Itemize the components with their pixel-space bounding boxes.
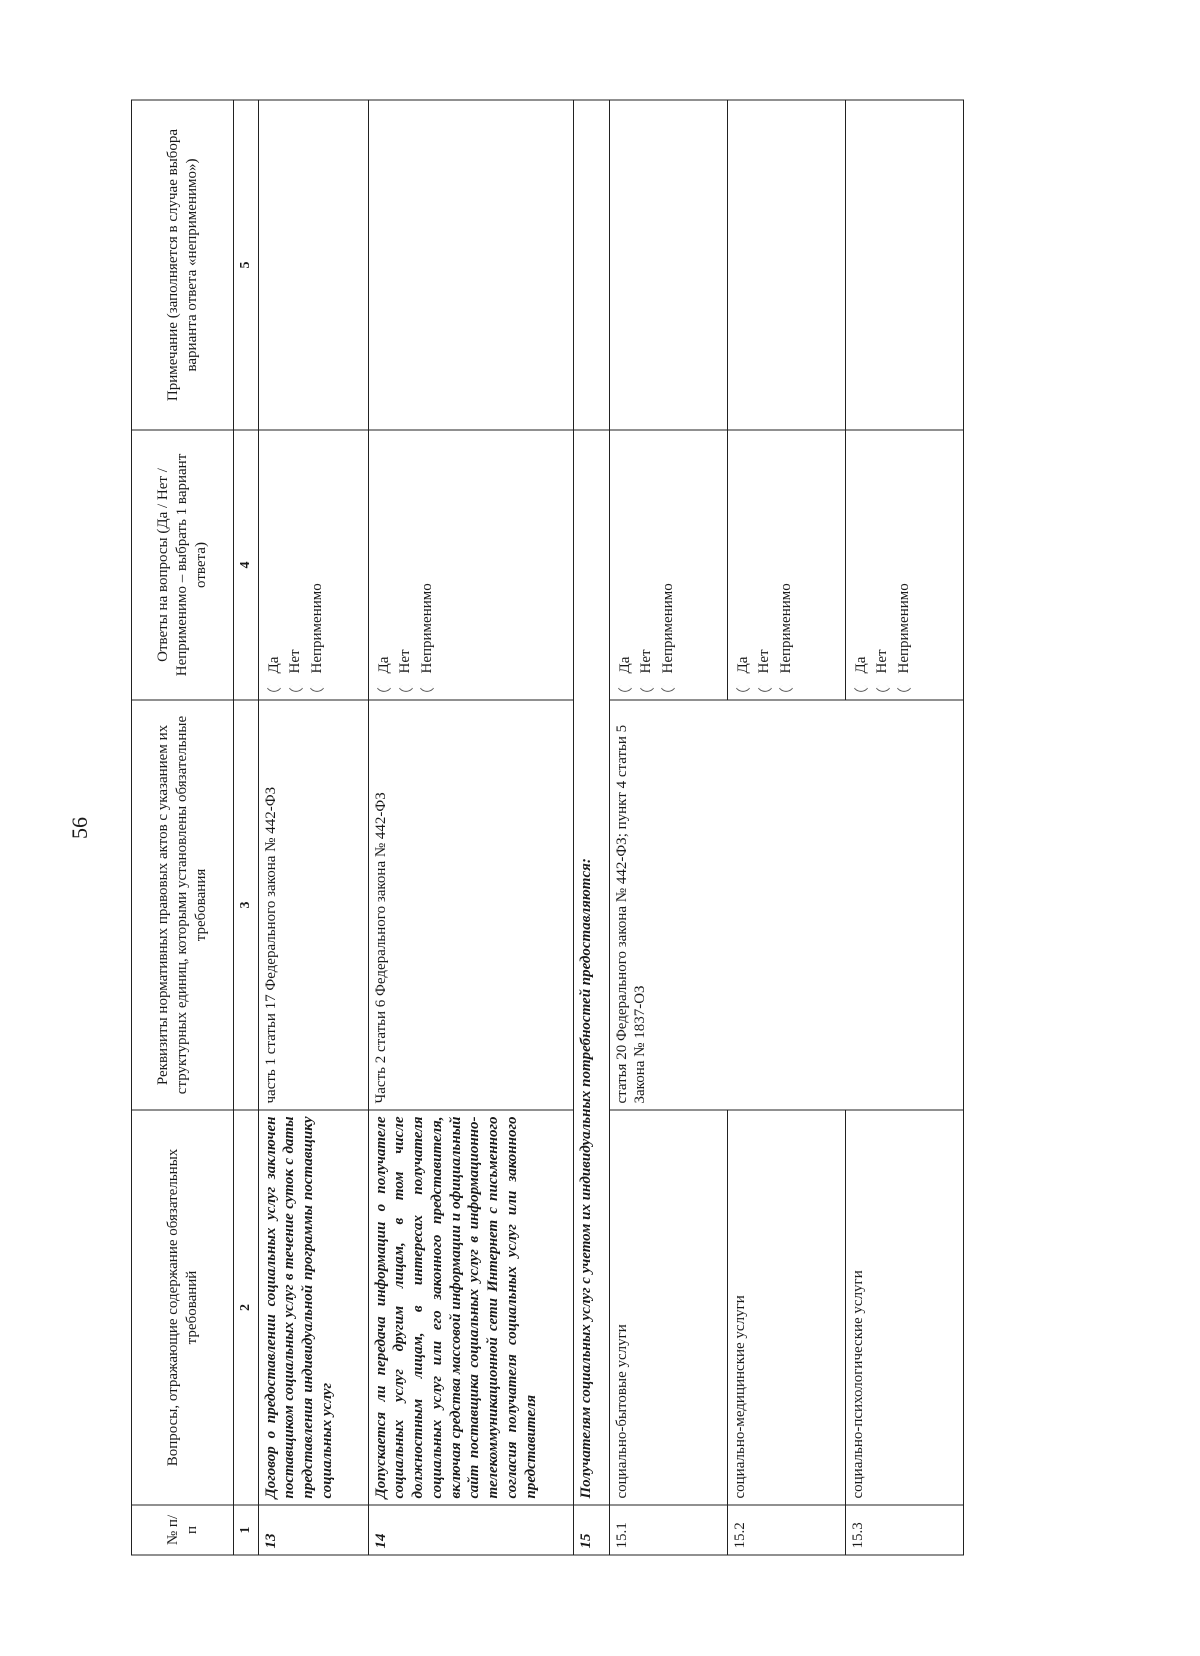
- column-number-row: [234, 100, 259, 1555]
- question-text: Договор о предоставлении социальных услуг заключен поставщиком социальных услуг в течение суток с даты представления индивидуальной программы поставщику социальных услуг: [258, 1110, 368, 1505]
- option-label: Нет: [287, 649, 304, 674]
- answer-option-no[interactable]: [396, 437, 415, 694]
- radio-icon[interactable]: [854, 681, 868, 695]
- column-number: 4: [234, 430, 259, 700]
- radio-icon[interactable]: [420, 681, 434, 695]
- row-number: 15.3: [845, 1505, 963, 1555]
- header-note: Примечание (заполняется в случае выбора варианта ответа «неприменимо»): [132, 100, 234, 430]
- row-number: 15.2: [727, 1505, 845, 1555]
- radio-icon[interactable]: [779, 681, 793, 695]
- question-text: социально-медицинские услуги: [727, 1110, 845, 1505]
- requisite-text: часть 1 статьи 17 Федерального закона № 442-ФЗ: [258, 700, 368, 1110]
- answer-option-no[interactable]: [286, 437, 305, 694]
- note-cell[interactable]: [727, 100, 845, 430]
- note-cell[interactable]: [573, 100, 609, 430]
- radio-icon[interactable]: [661, 681, 675, 695]
- header-answers: Ответы на вопросы (Да / Нет / Неприменимо – выбрать 1 вариант ответа): [132, 430, 234, 700]
- answer-option-na[interactable]: [895, 437, 914, 694]
- answer-option-na[interactable]: [308, 437, 327, 694]
- option-label: Нет: [638, 649, 655, 674]
- option-label: Да: [375, 656, 392, 674]
- table-row: [573, 100, 609, 1555]
- row-number: 15.1: [609, 1505, 727, 1555]
- radio-icon[interactable]: [618, 681, 632, 695]
- column-number: 1: [234, 1505, 259, 1555]
- table-row: [258, 100, 368, 1555]
- column-number: 5: [234, 100, 259, 430]
- note-cell[interactable]: [258, 100, 368, 430]
- radio-icon[interactable]: [289, 681, 303, 695]
- row-number: 15: [573, 1505, 609, 1555]
- answer-option-no[interactable]: [637, 437, 656, 694]
- answer-option-yes[interactable]: [734, 437, 753, 694]
- header-requisites: Реквизиты нормативных правовых актов с указанием их структурных единиц, которыми установлены обязательные требования: [132, 700, 234, 1110]
- answer-option-na[interactable]: [659, 437, 678, 694]
- radio-icon[interactable]: [736, 681, 750, 695]
- option-label: Нет: [874, 649, 891, 674]
- row-number: 14: [368, 1505, 573, 1555]
- answer-options: [368, 430, 573, 700]
- answer-option-na[interactable]: [777, 437, 796, 694]
- answer-options: [609, 430, 727, 700]
- page-number: 56: [67, 817, 92, 839]
- radio-icon[interactable]: [640, 681, 654, 695]
- option-label: Да: [265, 656, 282, 674]
- answer-options: [845, 430, 963, 700]
- option-label: Неприменимо: [778, 583, 794, 674]
- requisite-text: Часть 2 статьи 6 Федерального закона № 442-ФЗ: [368, 700, 573, 1110]
- answer-options: [727, 430, 845, 700]
- table-row: [609, 100, 727, 1555]
- answer-option-yes[interactable]: [265, 437, 284, 694]
- rotated-table-container: [131, 101, 1069, 1556]
- answer-option-no[interactable]: [755, 437, 774, 694]
- note-cell[interactable]: [609, 100, 727, 430]
- radio-icon[interactable]: [876, 681, 890, 695]
- note-cell[interactable]: [368, 100, 573, 430]
- answer-option-yes[interactable]: [375, 437, 394, 694]
- option-label: Неприменимо: [660, 583, 676, 674]
- radio-icon[interactable]: [377, 681, 391, 695]
- radio-icon[interactable]: [399, 681, 413, 695]
- option-label: Нет: [397, 649, 414, 674]
- option-label: Да: [852, 656, 869, 674]
- radio-icon[interactable]: [310, 681, 324, 695]
- option-label: Неприменимо: [896, 583, 912, 674]
- option-label: Да: [616, 656, 633, 674]
- table-row: [368, 100, 573, 1555]
- question-text: Допускается ли передача информации о получателе социальных услуг другим лицам, в том числе должностным лицам, в интересах получателя социальных услуг или его законного представителя, включая средства массовой информации и официальный сайт поставщика социальных услуг в информационно-телекоммуникационной сети Интернет с письменного согласия получателя социальных услуг или законного представителя: [368, 1110, 573, 1505]
- option-label: Нет: [756, 649, 773, 674]
- answer-options: [258, 430, 368, 700]
- header-row: [132, 100, 234, 1555]
- column-number: 2: [234, 1110, 259, 1505]
- option-label: Да: [734, 656, 751, 674]
- answer-option-yes[interactable]: [852, 437, 871, 694]
- checklist-table: [131, 100, 964, 1556]
- row-number: 13: [258, 1505, 368, 1555]
- note-cell[interactable]: [845, 100, 963, 430]
- question-text: социально-бытовые услуги: [609, 1110, 727, 1505]
- answer-option-yes[interactable]: [616, 437, 635, 694]
- radio-icon[interactable]: [758, 681, 772, 695]
- question-text: социально-психологические услуги: [845, 1110, 963, 1505]
- column-number: 3: [234, 700, 259, 1110]
- radio-icon[interactable]: [897, 681, 911, 695]
- header-questions: Вопросы, отражающие содержание обязательных требований: [132, 1110, 234, 1505]
- requisite-text: статья 20 Федерального закона № 442-ФЗ; пункт 4 статьи 5 Закона № 1837-ОЗ: [609, 700, 963, 1110]
- option-label: Неприменимо: [419, 583, 435, 674]
- section-heading: Получателям социальных услуг с учетом их индивидуальных потребностей предоставляются:: [573, 430, 609, 1505]
- option-label: Неприменимо: [309, 583, 325, 674]
- radio-icon[interactable]: [267, 681, 281, 695]
- answer-option-no[interactable]: [873, 437, 892, 694]
- answer-option-na[interactable]: [418, 437, 437, 694]
- header-num: № п/п: [132, 1505, 234, 1555]
